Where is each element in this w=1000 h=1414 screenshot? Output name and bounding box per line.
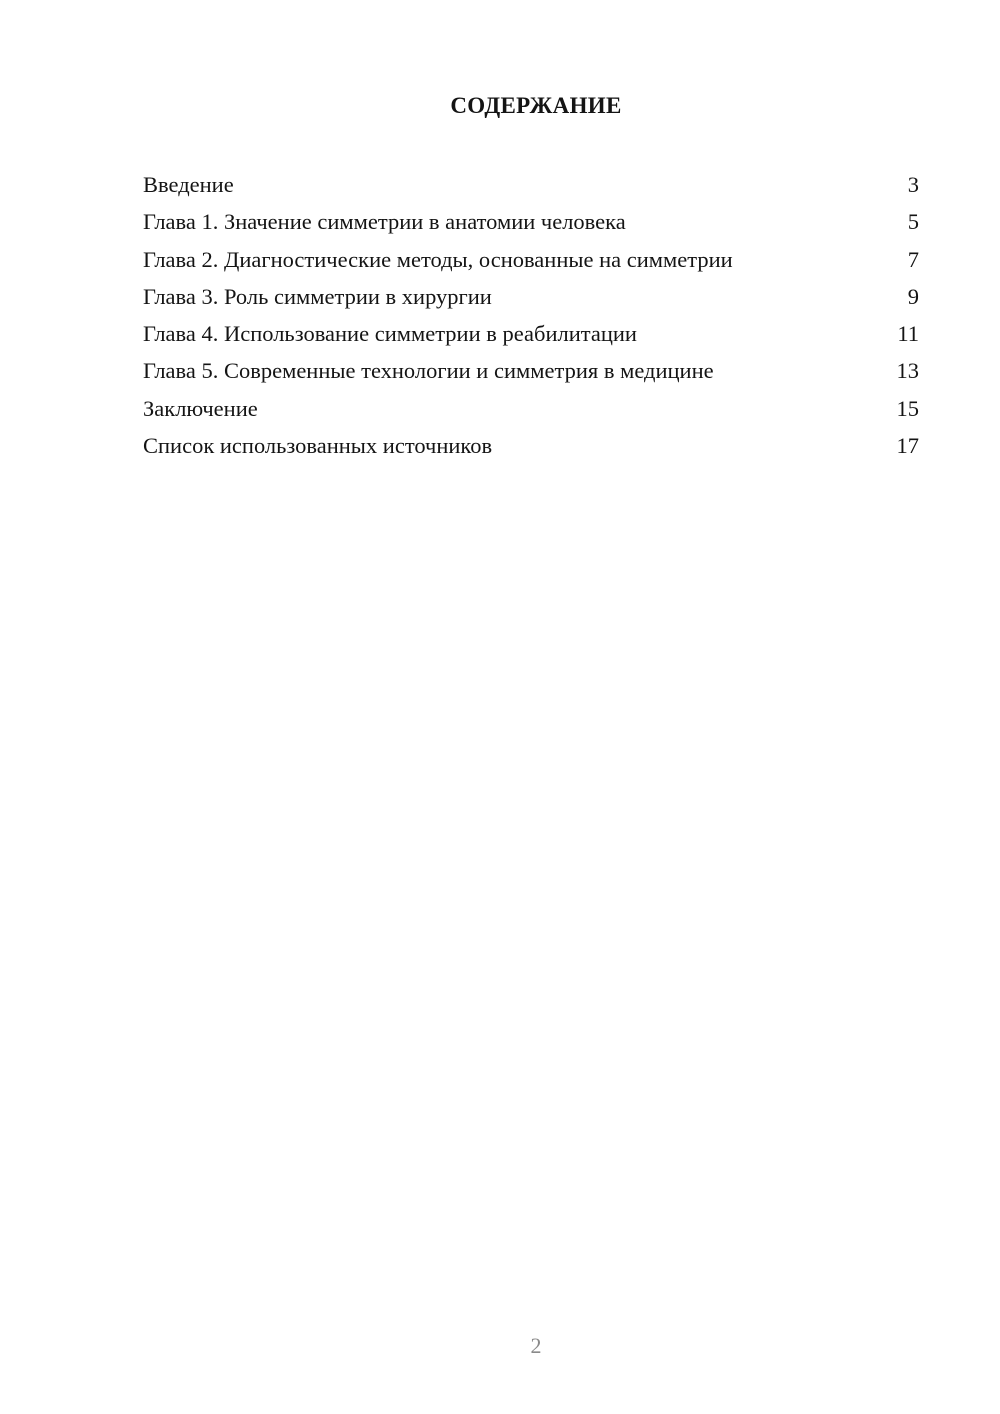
toc-entry-page: 17 (896, 433, 919, 459)
toc-entry-label: Глава 5. Современные технологии и симметрия в медицине (143, 358, 714, 384)
toc-entry-label: Заключение (143, 395, 258, 421)
toc-entry-label: Глава 1. Значение симметрии в анатомии человека (143, 209, 626, 235)
toc-entry-conclusion[interactable] (143, 394, 919, 431)
toc-entry-page: 5 (907, 209, 919, 235)
toc-entry-page: 13 (896, 358, 919, 384)
toc-entry-chapter-5[interactable] (143, 356, 919, 393)
toc-entry-introduction[interactable] (143, 170, 919, 207)
toc-entry-references[interactable] (143, 431, 919, 468)
page-title: СОДЕРЖАНИЕ (450, 93, 622, 118)
toc-entry-chapter-1[interactable] (143, 207, 919, 244)
page-number: 2 (530, 1333, 542, 1358)
toc-entry-label: Список использованных источников (143, 433, 493, 459)
toc-entry-label: Глава 3. Роль симметрии в хирургии (143, 283, 492, 309)
toc-entry-page: 7 (907, 246, 919, 272)
toc-entry-label: Введение (143, 172, 234, 197)
toc-entry-label: Глава 4. Использование симметрии в реабилитации (143, 321, 637, 347)
table-of-contents (143, 170, 919, 468)
toc-entry-page: 3 (907, 172, 919, 197)
toc-entry-page: 11 (897, 321, 919, 347)
toc-entry-page: 15 (896, 395, 919, 421)
toc-entry-chapter-4[interactable] (143, 319, 919, 356)
toc-entry-chapter-2[interactable] (143, 245, 919, 282)
toc-entry-label: Глава 2. Диагностические методы, основанные на симметрии (143, 246, 733, 272)
toc-entry-chapter-3[interactable] (143, 282, 919, 319)
toc-entry-page: 9 (907, 283, 919, 309)
